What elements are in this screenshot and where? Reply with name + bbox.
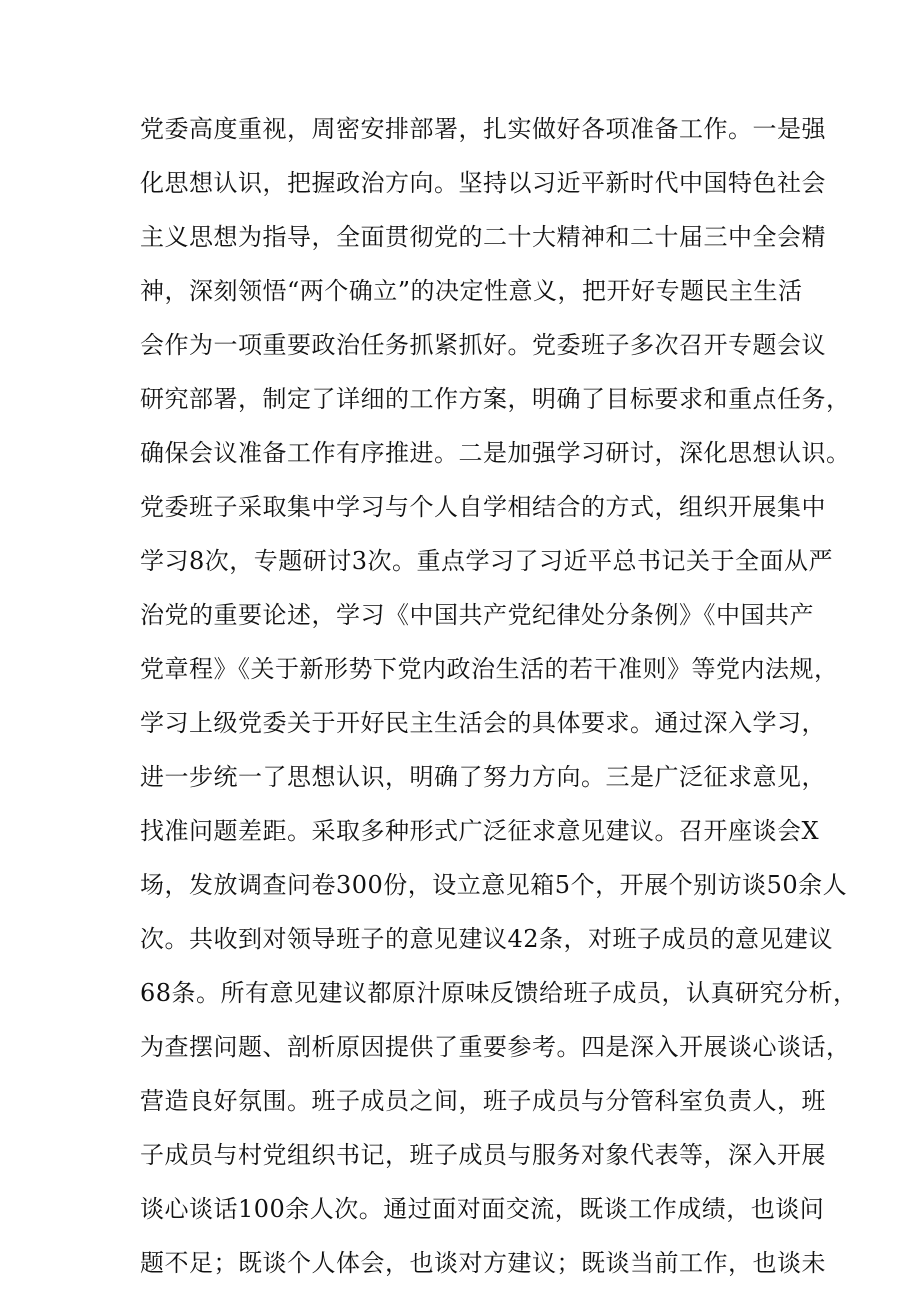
text-line: 学习上级党委关于开好民主生活会的具体要求。通过深入学习， (140, 709, 826, 737)
text-line: 谈心谈话100余人次。通过面对面交流，既谈工作成绩，也谈问 (140, 1195, 825, 1223)
text-line: 化思想认识，把握政治方向。坚持以习近平新时代中国特色社会 (140, 169, 826, 197)
text-line: 主义思想为指导，全面贯彻党的二十大精神和二十届三中全会精 (140, 223, 826, 251)
text-line: 党章程》《关于新形势下党内政治生活的若干准则》等党内法规， (140, 655, 839, 683)
text-line: 党委高度重视，周密安排部署，扎实做好各项准备工作。一是强 (140, 115, 826, 143)
text-line: 会作为一项重要政治任务抓紧抓好。党委班子多次召开专题会议 (140, 331, 826, 359)
body-text (140, 102, 858, 1290)
text-line: 找准问题差距。采取多种形式广泛征求意见建议。召开座谈会X (140, 817, 820, 845)
text-line: 治党的重要论述，学习《中国共产党纪律处分条例》《中国共产 (140, 601, 814, 629)
text-line: 68条。所有意见建议都原汁原味反馈给班子成员，认真研究分析， (140, 979, 858, 1007)
text-line: 场，发放调查问卷300份，设立意见箱5个，开展个别访谈50余人 (140, 871, 848, 899)
text-line: 学习8次，专题研讨3次。重点学习了习近平总书记关于全面从严 (140, 547, 834, 575)
text-line: 营造良好氛围。班子成员之间，班子成员与分管科室负责人，班 (140, 1087, 826, 1115)
text-line: 题不足；既谈个人体会，也谈对方建议；既谈当前工作，也谈未 (140, 1249, 826, 1277)
text-line: 子成员与村党组织书记，班子成员与服务对象代表等，深入开展 (140, 1141, 826, 1169)
text-line: 进一步统一了思想认识，明确了努力方向。三是广泛征求意见， (140, 763, 826, 791)
text-line: 研究部署，制定了详细的工作方案，明确了目标要求和重点任务， (140, 385, 851, 413)
text-line: 次。共收到对领导班子的意见建议42条，对班子成员的意见建议 (140, 925, 834, 953)
text-line: 党委班子采取集中学习与个人自学相结合的方式，组织开展集中 (140, 493, 826, 521)
text-line: 神，深刻领悟“两个确立”的决定性意义，把开好专题民主生活 (140, 277, 803, 305)
text-line: 为查摆问题、剖析原因提供了重要参考。四是深入开展谈心谈话， (140, 1033, 851, 1061)
text-line: 确保会议准备工作有序推进。二是加强学习研讨，深化思想认识。 (140, 439, 851, 467)
